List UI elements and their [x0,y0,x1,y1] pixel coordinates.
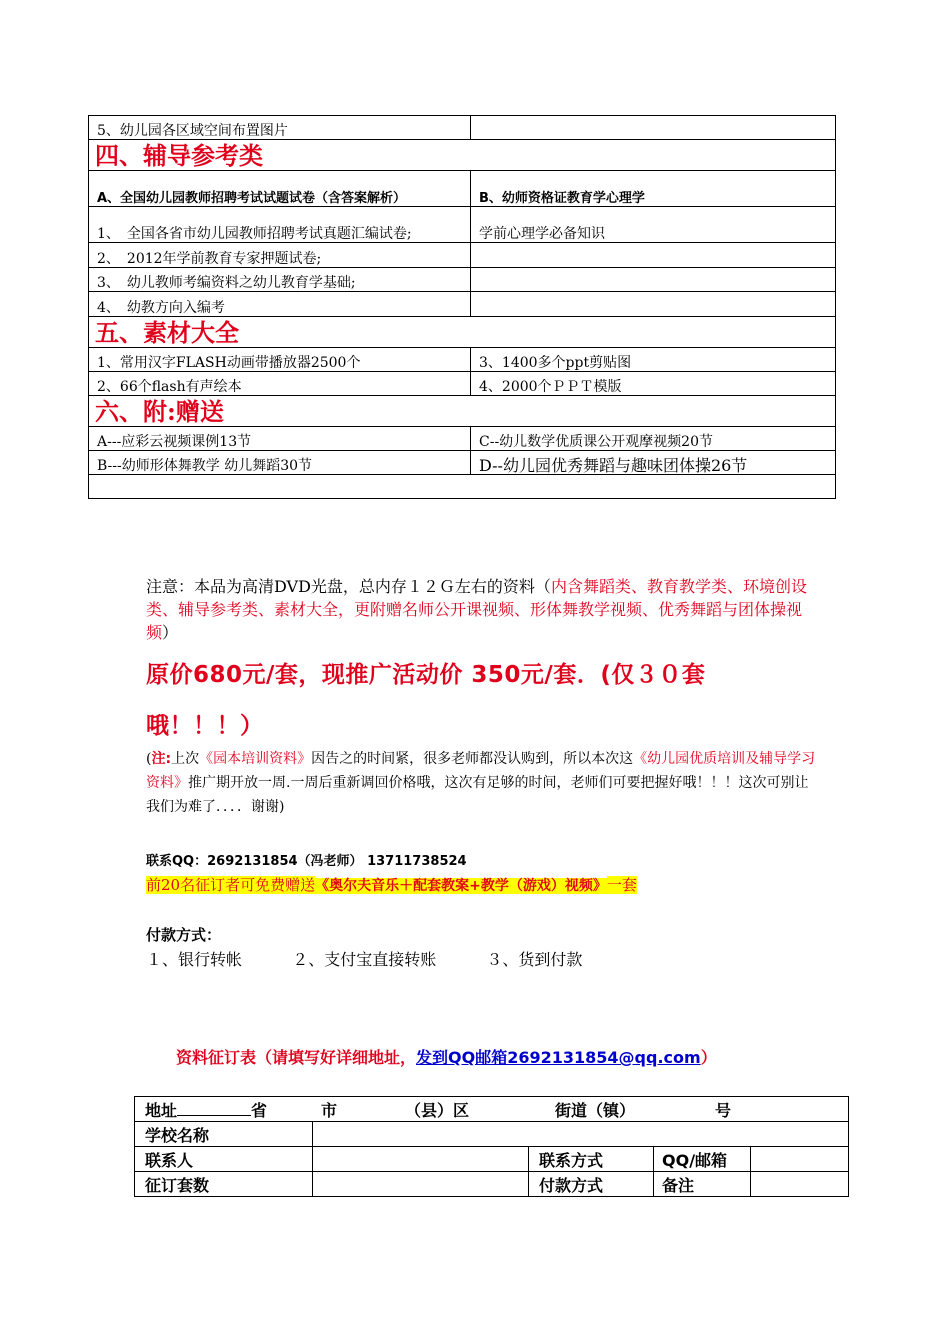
cell [89,475,836,499]
promo-suffix: 一套 [606,876,637,894]
price-line-2: 哦！！！） [146,713,264,739]
cell: 4、 幼教方向入编考 [89,292,471,317]
contact-person-input[interactable] [313,1147,529,1172]
pay-method-label: 付款方式 [529,1172,654,1197]
table-row [89,243,836,268]
section-heading: 六、附:赠送 [89,396,836,427]
table-row [89,292,836,317]
note-input[interactable] [751,1172,849,1197]
qq-email-label: QQ/邮箱 [654,1147,751,1172]
table-row [89,372,836,396]
remark-paragraph [146,747,822,819]
table-row [89,268,836,292]
table-row [135,1172,849,1197]
cell: 4、2000个ＰＰＴ模版 [471,372,836,396]
note-highlight: 内含舞蹈类、教育教学类、环境创设类、辅导参考类、素材大全，更附赠名师公开课视频、形体舞教学视频、优秀舞蹈与团体操视频 [146,577,807,642]
promo-line [146,874,637,895]
section-heading: 五、素材大全 [89,317,836,348]
cell: A---应彩云视频课例13节 [89,427,471,451]
cell [471,292,836,317]
cell [471,116,836,140]
address-field[interactable] [135,1097,849,1122]
table-row [135,1122,849,1147]
cell: B、幼师资格证教育学心理学 [471,171,836,207]
order-qty-label: 征订套数 [135,1172,313,1197]
cell: D--幼儿园优秀舞蹈与趣味团体操26节 [471,451,836,475]
address-county: （县）区 [405,1101,470,1120]
note-suffix: ） [162,623,179,642]
catalog-table [88,115,836,499]
payment-option-1: １、银行转帐 [146,950,243,969]
order-form-table [134,1096,849,1197]
cell: 1、 全国各省市幼儿园教师招聘考试真题汇编试卷; [89,207,471,243]
address-street: 街道（镇） [555,1101,636,1120]
cell [471,268,836,292]
table-row [89,140,836,171]
remark-text-2: 因告之的时间紧，很多老师都没认购到，所以本次这 [311,751,634,767]
price-line-1: 原价680元/套，现推广活动价 350元/套．(仅３０套 [146,662,706,688]
qq-email-input[interactable] [751,1147,849,1172]
cell: A、全国幼儿园教师招聘考试试题试卷（含答案解析） [89,171,471,207]
table-row [89,317,836,348]
payment-options [146,947,582,970]
promo-bold: 《奥尔夫音乐＋配套教案+教学（游戏）视频》 [315,878,607,894]
contact-person-label: 联系人 [135,1147,313,1172]
remark-open: ( [146,751,152,767]
remark-text-3: 推广期开放一周.一周后重新调回价格哦，这次有足够的时间，老师们可要把握好哦！！！这次可别让我们为难了．．．．谢谢) [146,775,809,815]
promo-prefix: 前20名征订者可免费赠送 [146,876,316,894]
payment-option-2: ２、支付宝直接转账 [292,950,437,969]
order-title-suffix: ） [700,1048,717,1067]
section-heading: 四、辅导参考类 [89,140,836,171]
cell: 学前心理学必备知识 [471,207,836,243]
remark-doc-1: 《园本培训资料》 [199,751,312,767]
email-link[interactable]: 发到QQ邮箱2692131854@qq.com [416,1048,701,1067]
table-row [89,451,836,475]
cell [471,243,836,268]
payment-option-3: ３、货到付款 [486,950,583,969]
address-city: 市 [321,1101,338,1120]
contact-method-label: 联系方式 [529,1147,654,1172]
table-row [89,427,836,451]
cell: 2、 2012年学前教育专家押题试卷; [89,243,471,268]
table-row [89,116,836,140]
order-qty-input[interactable] [313,1172,529,1197]
remark-label: 注: [151,751,172,767]
cell: B---幼师形体舞教学 幼儿舞蹈30节 [89,451,471,475]
table-row [89,475,836,499]
cell: 3、 幼儿教师考编资料之幼儿教育学基础; [89,268,471,292]
note-label: 备注 [654,1172,751,1197]
address-province: 省 [251,1101,268,1120]
order-form-title [176,1045,717,1068]
remark-doc-2: 《幼儿园优质培训及辅导学习资料》 [146,751,816,791]
address-number: 号 [715,1101,732,1120]
table-row [89,171,836,207]
order-title-prefix: 资料征订表（请填写好详细地址， [176,1048,417,1067]
note-paragraph [146,575,826,644]
table-row [89,396,836,427]
cell: C--幼儿数学优质课公开观摩视频20节 [471,427,836,451]
school-input[interactable] [313,1122,849,1147]
table-row [89,348,836,372]
remark-text-1: 上次 [171,751,200,767]
cell: 3、1400多个ppt剪贴图 [471,348,836,372]
cell: 2、66个flash有声绘本 [89,372,471,396]
table-row [135,1147,849,1172]
table-row [89,207,836,243]
school-label: 学校名称 [135,1122,313,1147]
note-prefix: 注意：本品为高清DVD光盘，总内存１２Ｇ左右的资料（ [146,577,551,596]
cell: 5、幼儿园各区域空间布置图片 [89,116,471,140]
table-row [135,1097,849,1122]
address-label: 地址 [145,1101,178,1120]
contact-line: 联系QQ：2692131854（冯老师） 13711738524 [146,854,467,869]
payment-title: 付款方式： [146,926,222,944]
cell: 1、常用汉字FLASH动画带播放器2500个 [89,348,471,372]
